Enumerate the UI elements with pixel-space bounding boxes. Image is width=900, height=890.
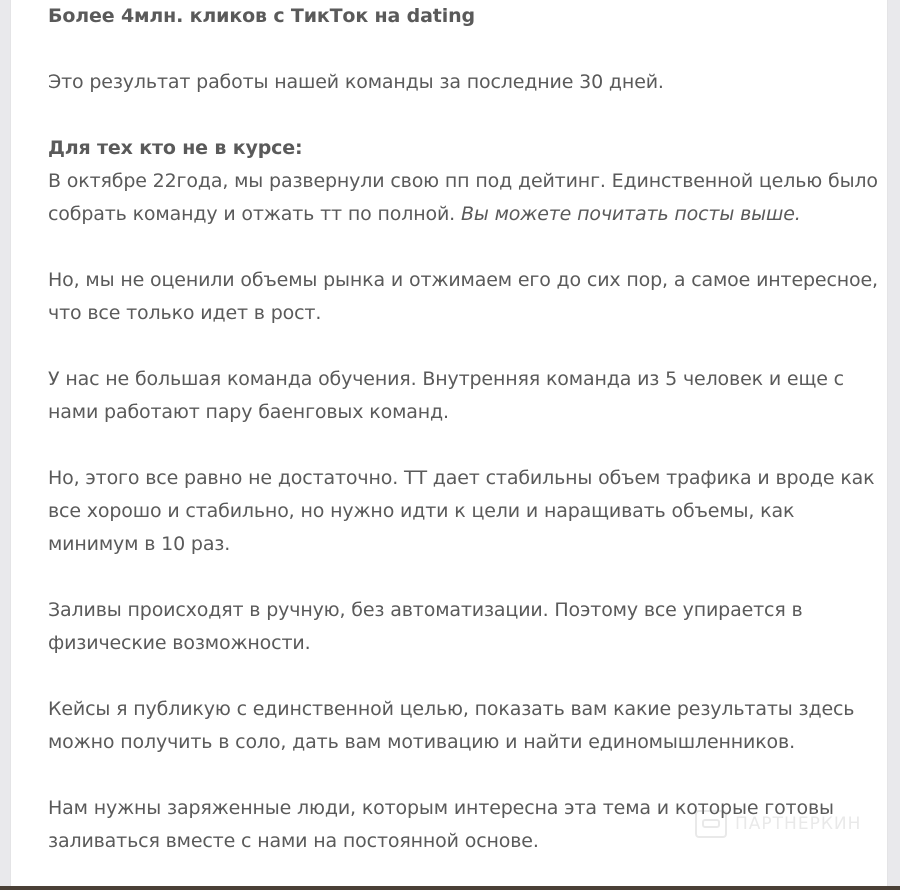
post-paragraph-growth: Но, этого все равно не достаточно. ТТ дает стабильны объем трафика и вроде как все хорошо и стабильно, но нужно идти к цели и наращивать объемы, как минимум в 10 раз.: [48, 467, 875, 555]
post-paragraph-hiring: Нам нужны заряженные люди, которым интересна эта тема и которые готовы заливаться вместе с нами на постоянной основе.: [48, 797, 834, 852]
partnerkin-watermark: [695, 810, 861, 838]
post-paragraph-cases: Кейсы я публикую с единственной целью, показать вам какие результаты здесь можно получить в соло, дать вам мотивацию и найти единомышленников.: [48, 698, 855, 753]
post-paragraph-market: Но, мы не оценили объемы рынка и отжимаем его до сих пор, а самое интересное, что все только идет в рост.: [48, 269, 878, 324]
post-paragraph-background: [48, 132, 878, 231]
post-paragraph-results: Это результат работы нашей команды за последние 30 дней.: [48, 71, 664, 93]
paragraph-text: В октябре 22года, мы развернули свою пп под дейтинг. Единственной целью было собрать команду и отжать тт по полной.: [48, 170, 878, 225]
post-headline: Более 4млн. кликов с ТикТок на dating: [48, 5, 475, 27]
paragraph-italic-note: Вы можете почитать посты выше.: [460, 203, 801, 225]
bottom-edge-strip: [0, 886, 900, 890]
post-page: [10, 0, 888, 886]
post-body: [48, 0, 878, 886]
post-paragraph-team: У нас не большая команда обучения. Внутренняя команда из 5 человек и еще с нами работают пару баенговых команд.: [48, 368, 844, 423]
watermark-text: ПАРТНЕРКИН: [735, 814, 862, 834]
partnerkin-logo-icon: [695, 810, 727, 838]
post-paragraph-manual: Заливы происходят в ручную, без автоматизации. Поэтому все упирается в физические возможности.: [48, 599, 803, 654]
paragraph-lead-bold: Для тех кто не в курсе:: [48, 137, 303, 159]
